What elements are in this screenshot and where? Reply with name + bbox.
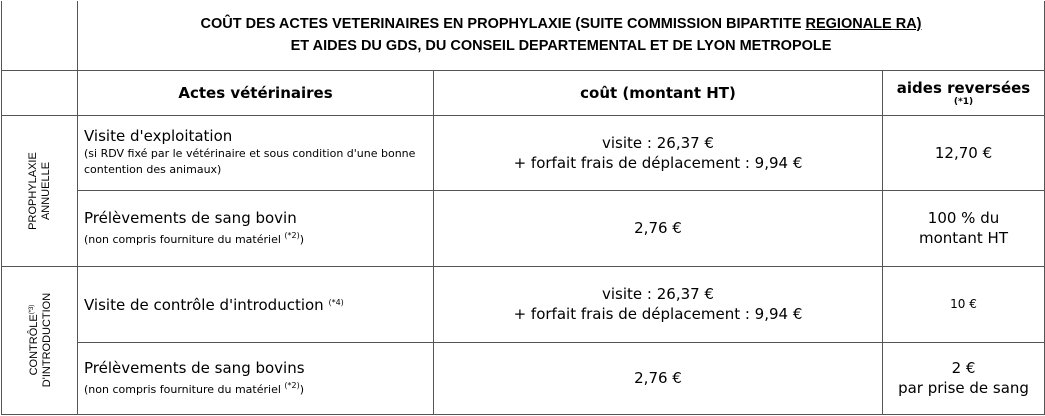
table-title: [78, 1, 1045, 70]
aide-cell: 10 €: [883, 266, 1045, 342]
cout-cell: 2,76 €: [434, 342, 883, 414]
header-aides-ref: (*1): [953, 96, 974, 107]
acte-visite-controle: Visite de contrôle d'introduction $^{(*4)}$: [78, 266, 434, 342]
cout-cell: 2,76 €: [434, 190, 883, 266]
title-underlined-text: REGIONALE RA): [805, 16, 922, 33]
header-actes: Actes vétérinaires: [78, 70, 434, 115]
table-row: [2, 115, 1045, 190]
cout-cell: visite : 26,37 € + forfait frais de déplacement : 9,94 €: [434, 115, 883, 190]
cost-table: [1, 1, 1045, 415]
acte-prelevements-sang: Prélèvements de sang bovin (non compris fourniture du matériel $^{(*2)}$): [78, 190, 434, 266]
header-aides: aides reversées (*1): [883, 70, 1045, 115]
acte-note: (non compris fourniture du matériel $^{(*2)}$): [84, 380, 305, 396]
title-line-1: COÛT DES ACTES VETERINAIRES EN PROPHYLAXIE (SUITE COMMISSION BIPARTITE REGIONALE RA): [200, 16, 922, 33]
aide-cell: 2 € par prise de sang: [883, 342, 1045, 414]
header-empty-cell: [2, 70, 78, 115]
acte-note: (non compris fourniture du matériel $^{(*2)}$): [84, 230, 305, 246]
header-cout: coût (montant HT): [434, 70, 883, 115]
group-label-controle-introduction: $CONTRÔLE^{(*3)}$ D'INTRODUCTION: [2, 266, 78, 414]
cout-cell: visite : 26,37 € + forfait frais de déplacement : 9,94 €: [434, 266, 883, 342]
acte-prelevements-sang-bovins: Prélèvements de sang bovins (non compris fourniture du matériel $^{(*2)}$): [78, 342, 434, 414]
acte-note: (si RDV fixé par le vétérinaire et sous condition d'une bonne contention des animaux): [84, 147, 416, 176]
group-label-prophylaxie: PROPHYLAXIE ANNUELLE: [2, 115, 78, 266]
aide-cell: 100 % du montant HT: [883, 190, 1045, 266]
corner-cell: [2, 1, 78, 70]
acte-visite-exploitation: Visite d'exploitation (si RDV fixé par le vétérinaire et sous condition d'une bonne contention des animaux): [78, 115, 434, 190]
title-line-2: ET AIDES DU GDS, DU CONSEIL DEPARTEMENTAL ET DE LYON METROPOLE: [290, 38, 832, 55]
table-row: [2, 266, 1045, 342]
aide-cell: 12,70 €: [883, 115, 1045, 190]
table-row: [2, 342, 1045, 414]
table-row: [2, 190, 1045, 266]
